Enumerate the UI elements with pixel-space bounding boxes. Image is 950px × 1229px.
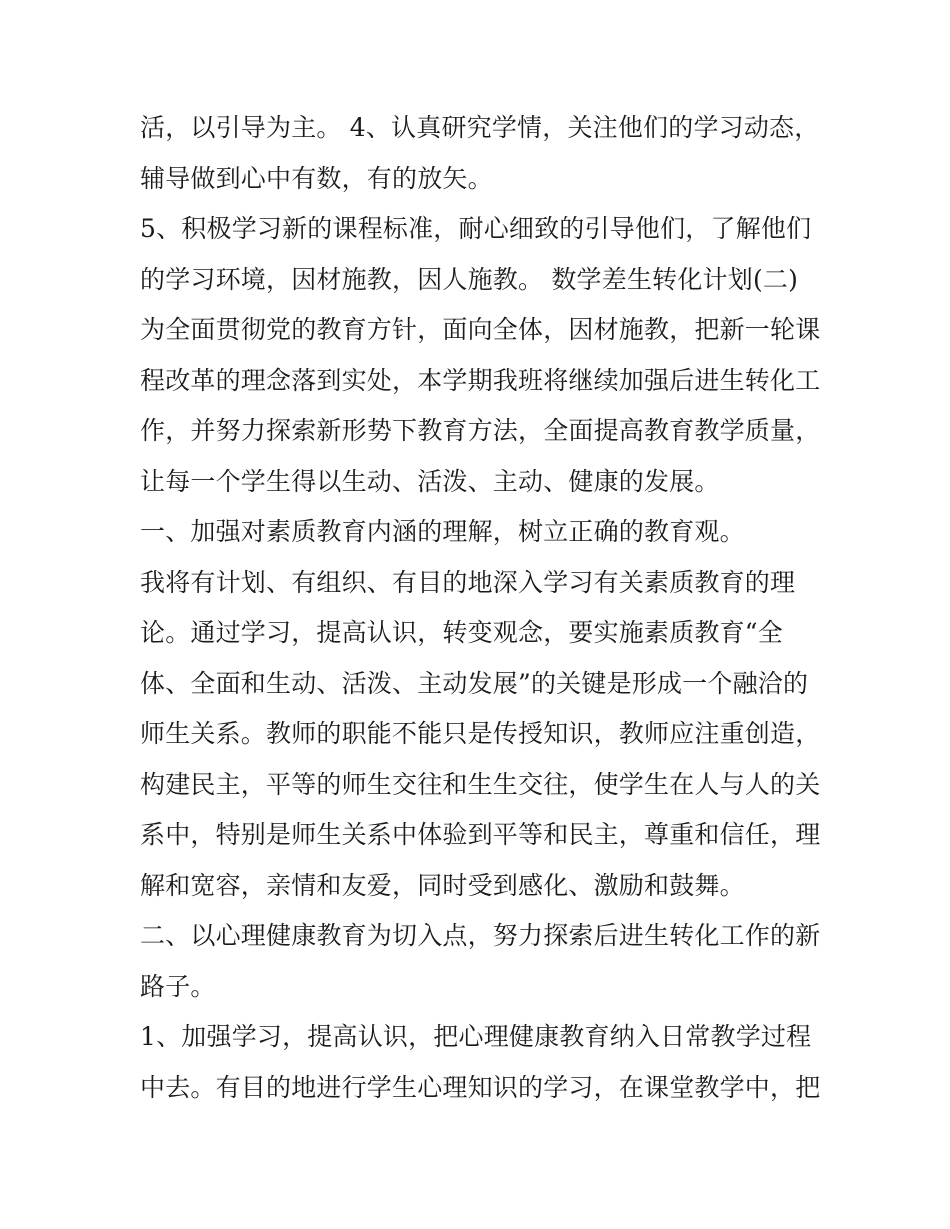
text-line: 系中，特别是师生关系中体验到平等和民主，尊重和信任，理 — [140, 820, 821, 849]
section-heading-line: 二、以心理健康教育为切入点，努力探索后进生转化工作的新 — [140, 921, 821, 950]
text-line: 辅导做到心中有数，有的放矢。 — [140, 163, 493, 193]
text-line: 活，以引导为主。 4、认真研究学情，关注他们的学习动态， — [140, 113, 820, 142]
text-line: 5、积极学习新的课程标准，耐心细致的引导他们，了解他们 — [140, 214, 812, 243]
text-line: 让每一个学生得以生动、活泼、主动、健康的发展。 — [140, 466, 720, 496]
text-line: 为全面贯彻党的教育方针，面向全体，因材施教，把新一轮课 — [140, 315, 821, 344]
text-line: 程改革的理念落到实处，本学期我班将继续加强后进生转化工 — [140, 365, 821, 395]
text-line: 1、加强学习，提高认识，把心理健康教育纳入日常教学过程 — [140, 1022, 812, 1051]
text-line: 我将有计划、有组织、有目的地深入学习有关素质教育的理 — [140, 567, 796, 597]
text-line: 体、全面和生动、活泼、主动发展”的关键是形成一个融洽的 — [140, 668, 809, 698]
document-body — [140, 103, 820, 1113]
text-line: 解和宽容，亲情和友爱，同时受到感化、激励和鼓舞。 — [140, 870, 745, 900]
section-heading-line: 一、加强对素质教育内涵的理解，树立正确的教育观。 — [140, 517, 745, 546]
text-line: 作，并努力探索新形势下教育方法，全面提高教育教学质量， — [140, 416, 821, 445]
text-line: 论。通过学习，提高认识，转变观念，要实施素质教育“全 — [140, 618, 783, 647]
text-line: 师生关系。教师的职能不能只是传授知识，教师应注重创造， — [140, 719, 821, 748]
text-line: 中去。有目的地进行学生心理知识的学习，在课堂教学中，把 — [140, 1072, 821, 1102]
section-heading-line: 路子。 — [140, 971, 216, 1001]
text-line: 的学习环境，因材施教，因人施教。 数学差生转化计划(二) — [140, 264, 799, 294]
text-line: 构建民主，平等的师生交往和生生交往，使学生在人与人的关 — [140, 769, 821, 799]
